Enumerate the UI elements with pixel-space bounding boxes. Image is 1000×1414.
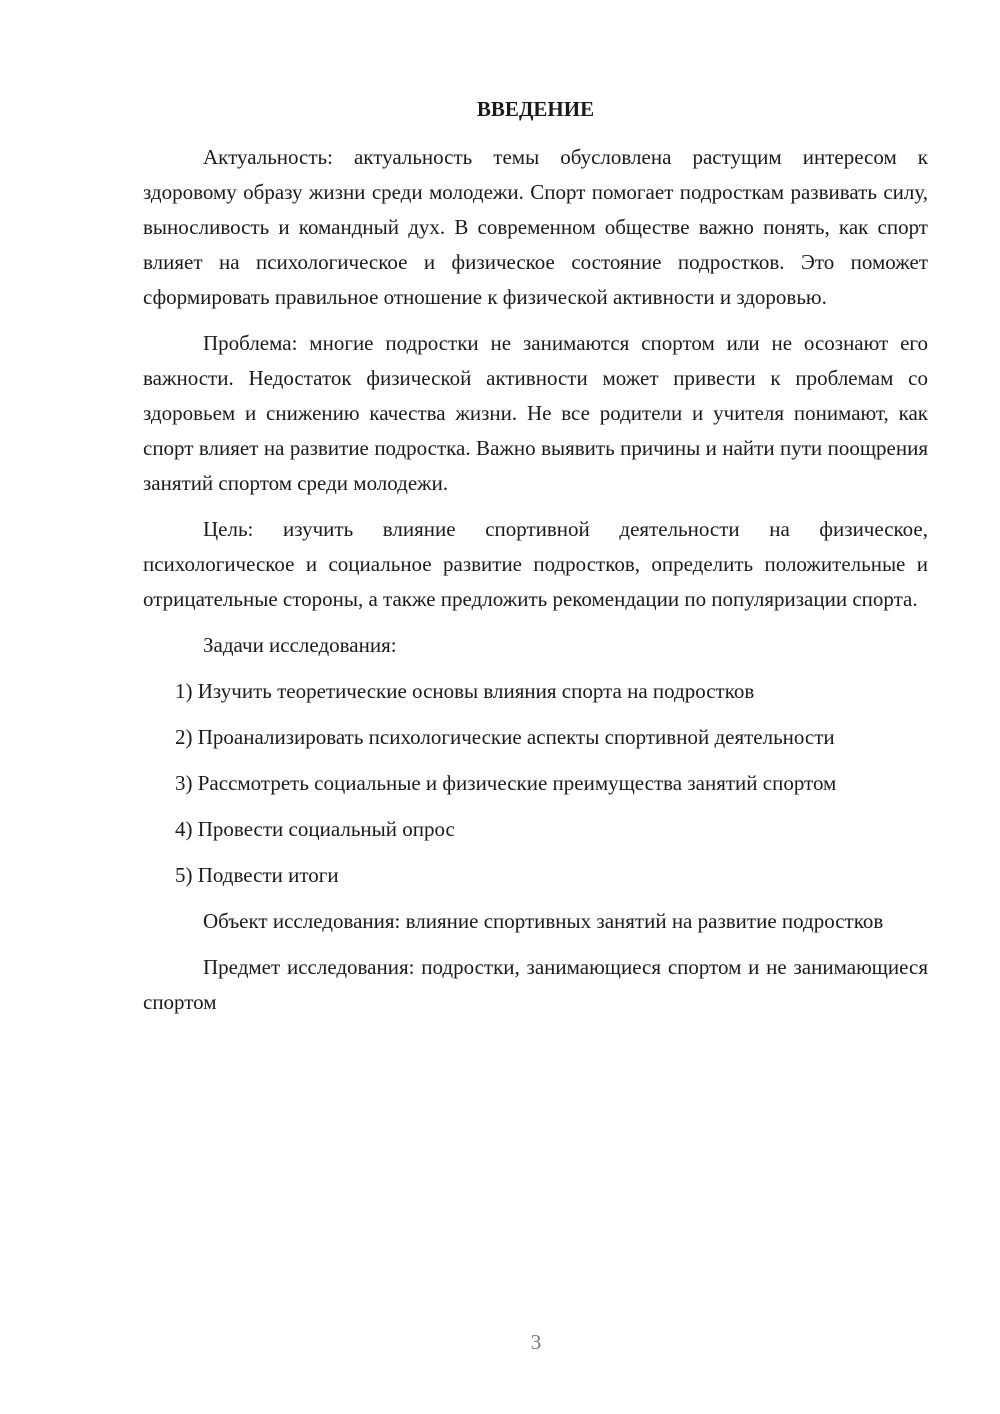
task-item-3: 3) Рассмотреть социальные и физические преимущества занятий спортом bbox=[175, 771, 837, 795]
paragraph-goal: Цель: изучить влияние спортивной деятельности на физическое, психологическое и социальное развитие подростков, определить положительные и отрицательные стороны, а также предложить рекомендации по популяризации спорта. bbox=[143, 517, 928, 611]
paragraph-relevance: Актуальность: актуальность темы обусловлена растущим интересом к здоровому образу жизни среди молодежи. Спорт помогает подросткам развивать силу, выносливость и командный дух. В современном обществе важно понять, как спорт влияет на психологическое и физическое состояние подростков. Это поможет сформировать правильное отношение к физической активности и здоровью. bbox=[143, 145, 928, 309]
task-item-4: 4) Провести социальный опрос bbox=[175, 817, 455, 841]
page-number: 3 bbox=[530, 1330, 542, 1354]
paragraph-object: Объект исследования: влияние спортивных занятий на развитие подростков bbox=[203, 909, 884, 933]
tasks-heading: Задачи исследования: bbox=[203, 633, 397, 657]
task-item-5: 5) Подвести итоги bbox=[175, 863, 339, 887]
document-page bbox=[143, 92, 928, 1031]
task-item-1: 1) Изучить теоретические основы влияния спорта на подростков bbox=[175, 679, 755, 703]
paragraph-subject: Предмет исследования: подростки, занимающиеся спортом и не занимающиеся спортом bbox=[143, 955, 928, 1014]
paragraph-problem: Проблема: многие подростки не занимаются спортом или не осознают его важности. Недостаток физической активности может привести к проблемам со здоровьем и снижению качества жизни. Не все родители и учителя понимают, как спорт влияет на развитие подростка. Важно выявить причины и найти пути поощрения занятий спортом среди молодежи. bbox=[143, 331, 928, 495]
task-item-2: 2) Проанализировать психологические аспекты спортивной деятельности bbox=[175, 725, 835, 749]
section-title: ВВЕДЕНИЕ bbox=[476, 97, 595, 121]
